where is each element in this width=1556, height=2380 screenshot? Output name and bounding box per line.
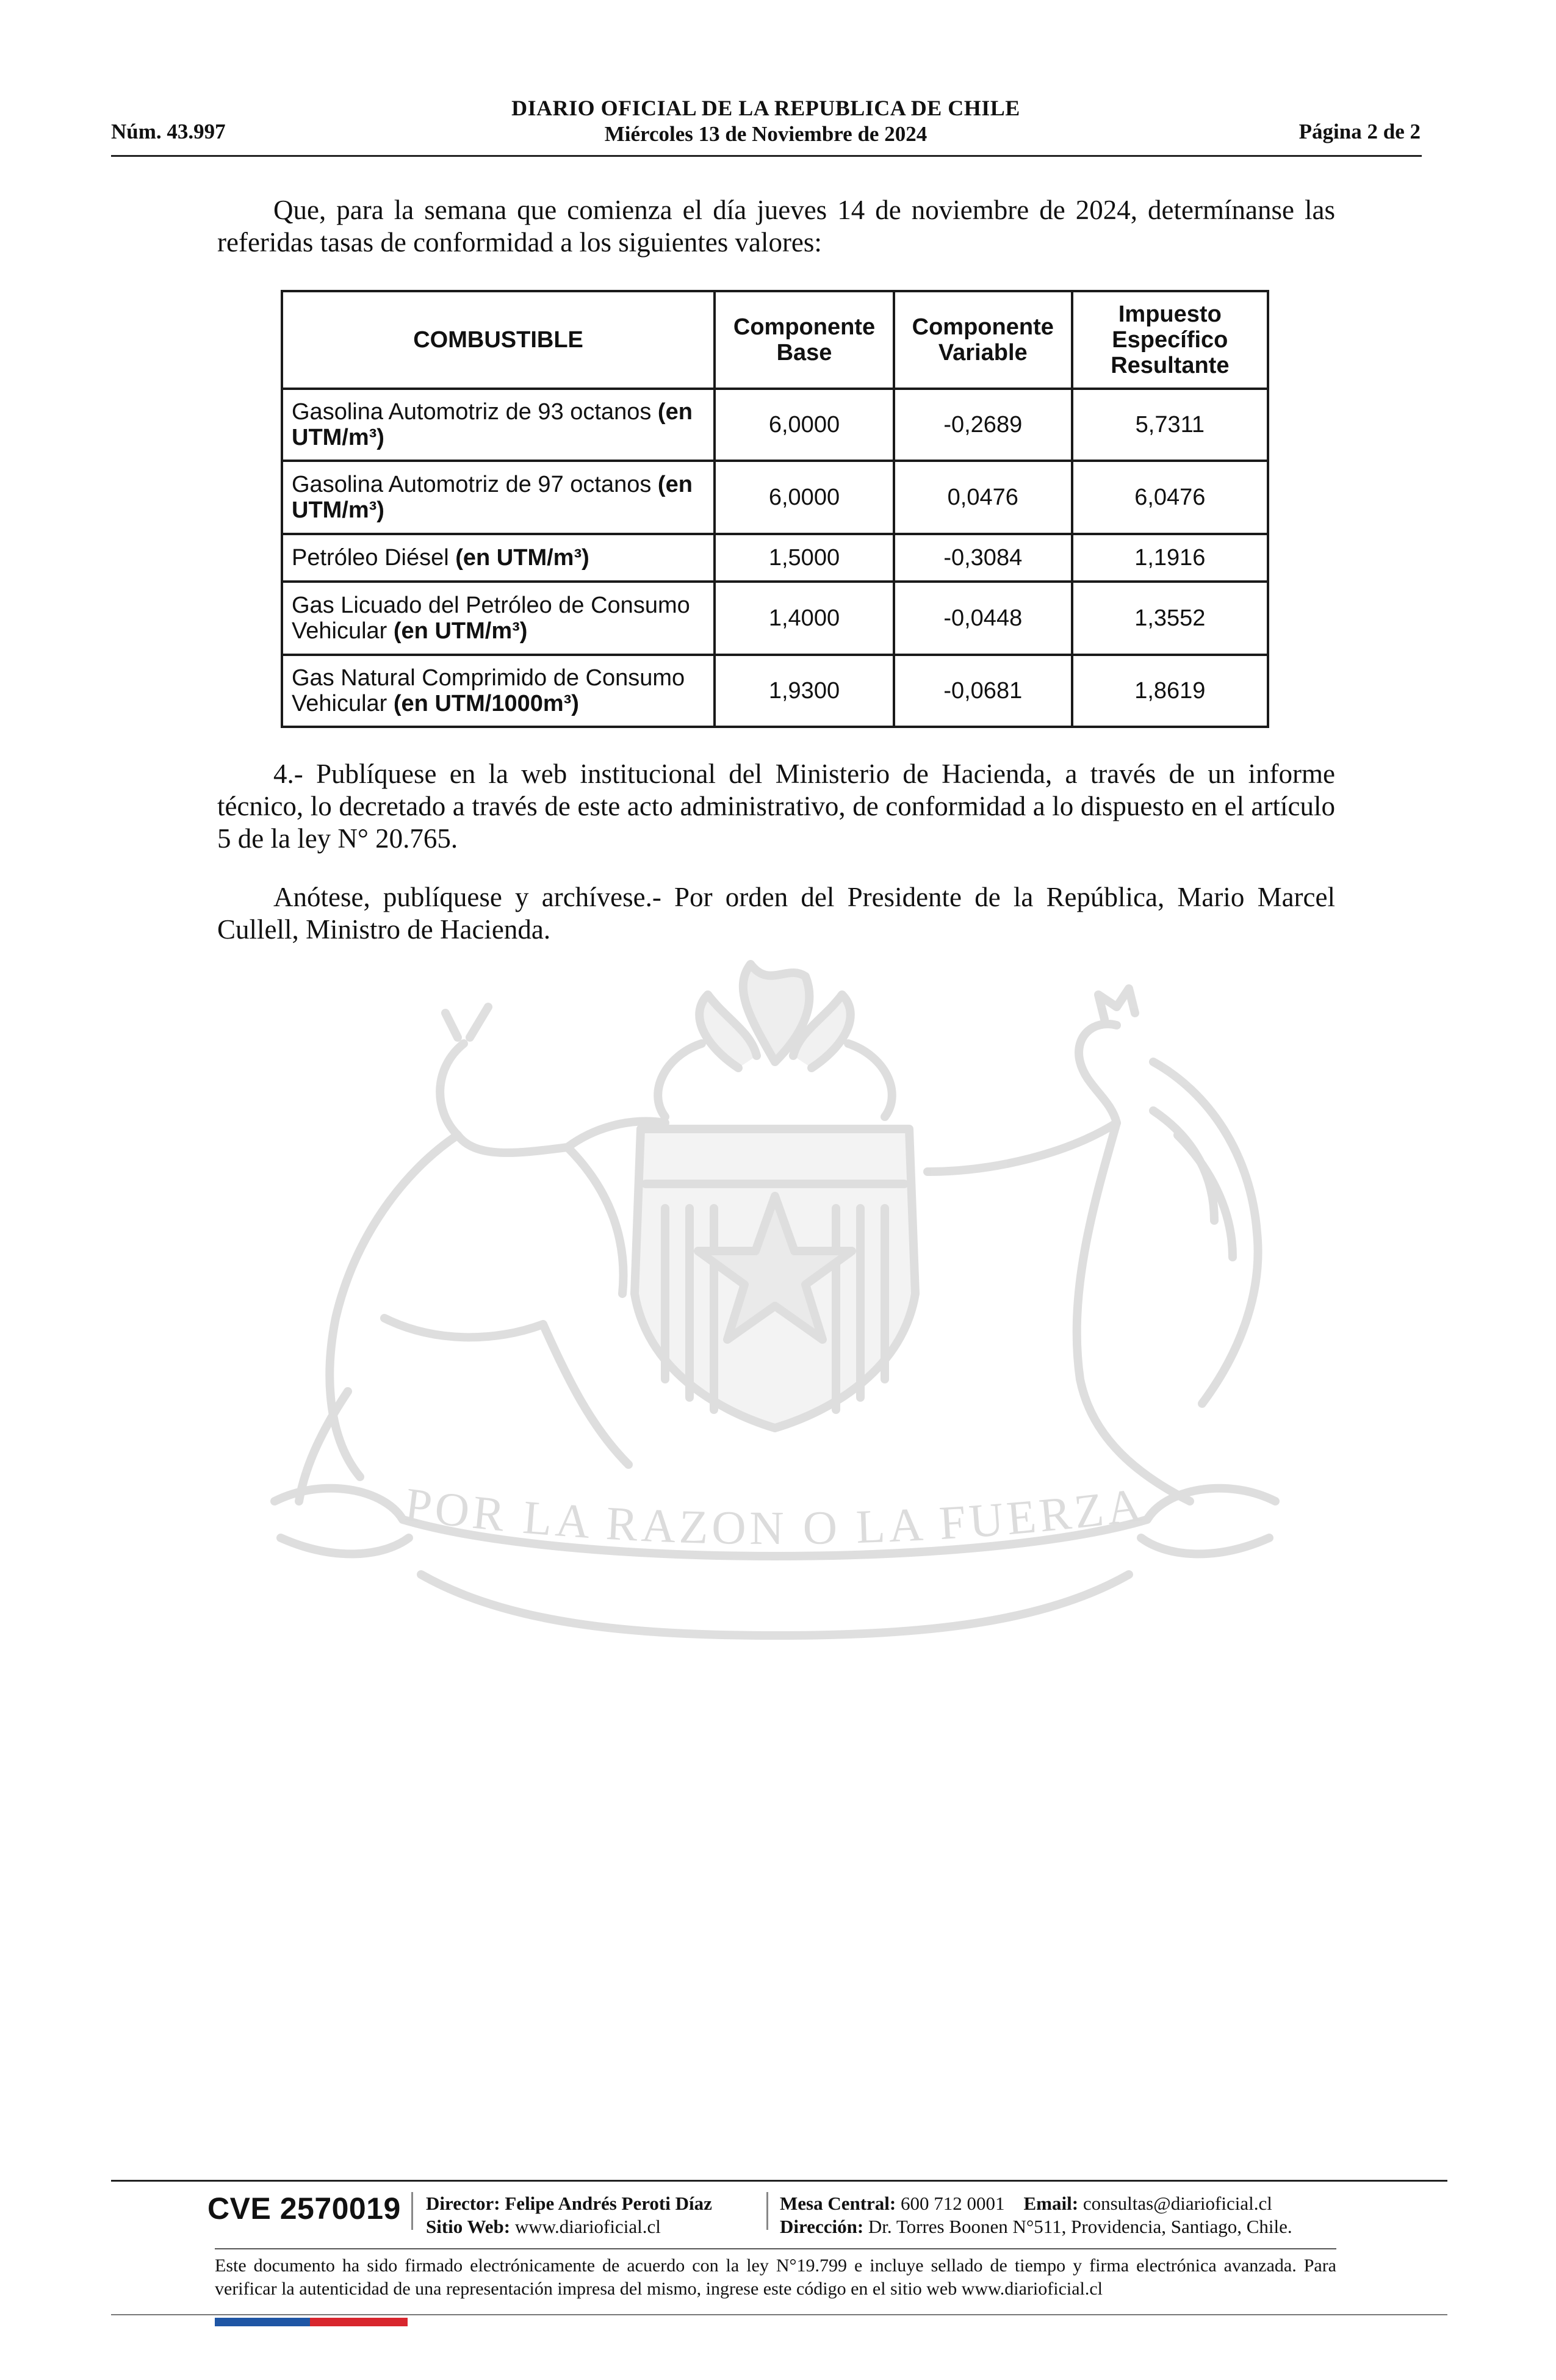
signature-note: Este documento ha sido firmado electrónicamente de acuerdo con la ley N°19.799 e incluye sellado de tiempo y firma electrónica avanzada. Para verificar la autenticidad de una representación impresa del mismo, ingrese este código en el sitio web www.diarioficial.cl bbox=[215, 2256, 1336, 2299]
variable-value: 0,0476 bbox=[894, 461, 1072, 534]
variable-value: -0,0448 bbox=[894, 582, 1072, 655]
tax-value: 5,7311 bbox=[1072, 389, 1268, 461]
table-row bbox=[282, 582, 1268, 655]
flag-stripe-red bbox=[310, 2318, 408, 2326]
closing-paragraph: Anótese, publíquese y archívese.- Por orden del Presidente de la República, Mario Marcel Cullell, Ministro de Hacienda. bbox=[217, 882, 1335, 945]
intro-paragraph: Que, para la semana que comienza el día jueves 14 de noviembre de 2024, determínanse las referidas tasas de conformidad a los siguientes valores: bbox=[217, 195, 1335, 258]
fuel-name-cell: Gasolina Automotriz de 97 octanos (en UTM/m³) bbox=[282, 461, 715, 534]
header-base-component: Componente Base bbox=[715, 291, 894, 389]
base-value: 6,0000 bbox=[715, 389, 894, 461]
table-row bbox=[282, 655, 1268, 727]
base-value: 1,9300 bbox=[715, 655, 894, 727]
table-row bbox=[282, 389, 1268, 461]
variable-value: -0,3084 bbox=[894, 534, 1072, 582]
variable-value: -0,0681 bbox=[894, 655, 1072, 727]
base-value: 6,0000 bbox=[715, 461, 894, 534]
fuel-name-cell: Petróleo Diésel (en UTM/m³) bbox=[282, 534, 715, 582]
footer-divider bbox=[111, 2180, 1447, 2182]
address-text: Dr. Torres Boonen N°511, Providencia, Santiago, Chile. bbox=[868, 2216, 1292, 2237]
newspaper-title: DIARIO OFICIAL DE LA REPUBLICA DE CHILE bbox=[511, 96, 1020, 120]
tax-value: 1,1916 bbox=[1072, 534, 1268, 582]
header-resulting-tax: Impuesto Específico Resultante bbox=[1072, 291, 1268, 389]
header-fuel: COMBUSTIBLE bbox=[282, 291, 715, 389]
fuel-tax-table bbox=[281, 290, 1269, 728]
chile-coat-of-arms-icon bbox=[201, 952, 1349, 1654]
footer-inner-divider bbox=[215, 2248, 1336, 2249]
page-indicator: Página 2 de 2 bbox=[1298, 120, 1421, 143]
director-name: Felipe Andrés Peroti Díaz bbox=[505, 2193, 712, 2214]
fuel-name-cell: Gas Licuado del Petróleo de Consumo Vehicular (en UTM/m³) bbox=[282, 582, 715, 655]
tax-value: 1,3552 bbox=[1072, 582, 1268, 655]
table-row bbox=[282, 461, 1268, 534]
email-link[interactable]: consultas@diarioficial.cl bbox=[1082, 2193, 1272, 2214]
base-value: 1,4000 bbox=[715, 582, 894, 655]
table-row bbox=[282, 534, 1268, 582]
fuel-name-cell: Gas Natural Comprimido de Consumo Vehicular (en UTM/1000m³) bbox=[282, 655, 715, 727]
table-header-row bbox=[282, 291, 1268, 389]
footer-separator bbox=[766, 2192, 768, 2230]
article-4-paragraph: 4.- Publíquese en la web institucional del Ministerio de Hacienda, a través de un informe técnico, lo decretado a través de este acto administrativo, de conformidad a lo dispuesto en el artículo 5 de la ley N° 20.765. bbox=[217, 759, 1335, 854]
website-link[interactable]: www.diarioficial.cl bbox=[514, 2216, 661, 2237]
cve-code: CVE 2570019 bbox=[207, 2191, 401, 2226]
footer-separator bbox=[411, 2192, 413, 2230]
tax-value: 6,0476 bbox=[1072, 461, 1268, 534]
footer-director-block: Director: Felipe Andrés Peroti Díaz Sitio Web: www.diarioficial.cl bbox=[426, 2193, 712, 2237]
flag-stripe-blue bbox=[215, 2318, 310, 2326]
variable-value: -0,2689 bbox=[894, 389, 1072, 461]
fuel-name-cell: Gasolina Automotriz de 93 octanos (en UTM/m³) bbox=[282, 389, 715, 461]
base-value: 1,5000 bbox=[715, 534, 894, 582]
footer-bottom-divider bbox=[111, 2314, 1447, 2315]
issue-date: Miércoles 13 de Noviembre de 2024 bbox=[604, 122, 927, 146]
phone-number: 600 712 0001 bbox=[901, 2193, 1005, 2214]
header-variable-component: Componente Variable bbox=[894, 291, 1072, 389]
footer-contact-block: Mesa Central: 600 712 0001 Email: consultas@diarioficial.cl Dirección: Dr. Torres Boonen N°511, Providencia, Santiago, Chile. bbox=[780, 2193, 1292, 2237]
issue-number: Núm. 43.997 bbox=[111, 120, 226, 143]
header-divider bbox=[111, 155, 1422, 157]
motto-text: POR LA RAZON O LA FUERZA bbox=[402, 1477, 1148, 1555]
tax-value: 1,8619 bbox=[1072, 655, 1268, 727]
